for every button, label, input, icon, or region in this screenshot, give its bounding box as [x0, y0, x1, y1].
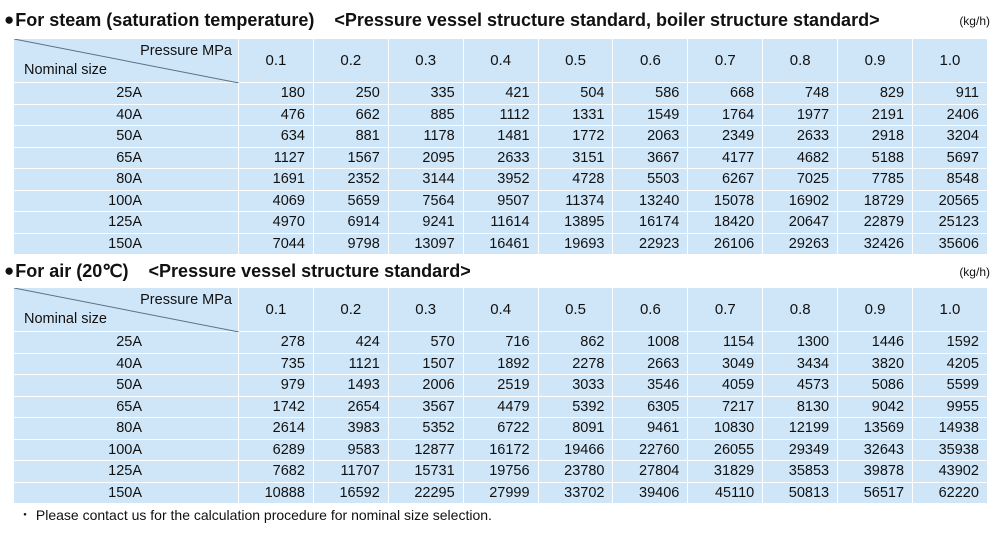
flow-value-cell: 6289	[239, 439, 314, 461]
flow-value-cell: 862	[538, 332, 613, 354]
flow-value-cell: 1892	[463, 353, 538, 375]
flow-value-cell: 634	[239, 126, 314, 148]
flow-value-cell: 748	[763, 83, 838, 105]
flow-value-cell: 3049	[688, 353, 763, 375]
pressure-header: Pressure MPa	[140, 43, 232, 59]
steam-title: For steam (saturation temperature)	[15, 9, 315, 30]
flow-value-cell: 9461	[613, 418, 688, 440]
flow-value-cell: 50813	[763, 482, 838, 504]
flow-value-cell: 476	[239, 104, 314, 126]
flow-value-cell: 4069	[239, 190, 314, 212]
pressure-column-header: 0.7	[688, 39, 763, 83]
flow-value-cell: 27999	[463, 482, 538, 504]
flow-value-cell: 1549	[613, 104, 688, 126]
flow-value-cell: 1481	[463, 126, 538, 148]
flow-value-cell: 22879	[838, 212, 913, 234]
table-row	[14, 212, 988, 234]
pressure-column-header: 0.1	[239, 288, 314, 332]
flow-value-cell: 5599	[913, 375, 988, 397]
flow-value-cell: 9507	[463, 190, 538, 212]
flow-value-cell: 3033	[538, 375, 613, 397]
nominal-size-header: Nominal size	[24, 62, 107, 78]
flow-value-cell: 4059	[688, 375, 763, 397]
pressure-header: Pressure MPa	[140, 292, 232, 308]
flow-value-cell: 12199	[763, 418, 838, 440]
air-header-row	[14, 288, 988, 332]
flow-value-cell: 3434	[763, 353, 838, 375]
flow-value-cell: 39878	[838, 461, 913, 483]
table-row	[14, 375, 988, 397]
pressure-column-header: 0.5	[538, 288, 613, 332]
flow-value-cell: 7025	[763, 169, 838, 191]
flow-value-cell: 881	[313, 126, 388, 148]
flow-value-cell: 19693	[538, 233, 613, 255]
corner-header	[14, 288, 239, 332]
nominal-size-cell: 40A	[14, 104, 239, 126]
flow-value-cell: 45110	[688, 482, 763, 504]
table-row	[14, 332, 988, 354]
flow-value-cell: 1592	[913, 332, 988, 354]
air-standard: <Pressure vessel structure standard>	[148, 260, 471, 281]
flow-value-cell: 13569	[838, 418, 913, 440]
bullet-icon: ●	[4, 261, 15, 280]
air-table	[13, 287, 988, 504]
flow-value-cell: 2918	[838, 126, 913, 148]
air-title: For air (20℃)	[15, 260, 129, 281]
flow-value-cell: 35938	[913, 439, 988, 461]
flow-value-cell: 6722	[463, 418, 538, 440]
flow-value-cell: 13240	[613, 190, 688, 212]
nominal-size-cell: 50A	[14, 126, 239, 148]
flow-value-cell: 7682	[239, 461, 314, 483]
flow-value-cell: 1127	[239, 147, 314, 169]
flow-value-cell: 4177	[688, 147, 763, 169]
flow-value-cell: 3151	[538, 147, 613, 169]
flow-value-cell: 2614	[239, 418, 314, 440]
table-row	[14, 461, 988, 483]
flow-value-cell: 335	[388, 83, 463, 105]
flow-value-cell: 3820	[838, 353, 913, 375]
flow-value-cell: 735	[239, 353, 314, 375]
flow-value-cell: 22923	[613, 233, 688, 255]
nominal-size-cell: 125A	[14, 461, 239, 483]
flow-value-cell: 1154	[688, 332, 763, 354]
flow-value-cell: 7785	[838, 169, 913, 191]
steam-standard: <Pressure vessel structure standard, boiler structure standard>	[334, 9, 880, 30]
flow-value-cell: 6267	[688, 169, 763, 191]
flow-value-cell: 1112	[463, 104, 538, 126]
nominal-size-cell: 125A	[14, 212, 239, 234]
flow-value-cell: 10888	[239, 482, 314, 504]
flow-value-cell: 1977	[763, 104, 838, 126]
flow-value-cell: 4205	[913, 353, 988, 375]
flow-value-cell: 278	[239, 332, 314, 354]
flow-value-cell: 5392	[538, 396, 613, 418]
flow-value-cell: 2663	[613, 353, 688, 375]
air-section-title	[4, 258, 471, 284]
nominal-size-cell: 150A	[14, 233, 239, 255]
flow-value-cell: 39406	[613, 482, 688, 504]
flow-value-cell: 11707	[313, 461, 388, 483]
flow-value-cell: 35853	[763, 461, 838, 483]
flow-value-cell: 5086	[838, 375, 913, 397]
flow-value-cell: 3204	[913, 126, 988, 148]
flow-value-cell: 13097	[388, 233, 463, 255]
flow-value-cell: 33702	[538, 482, 613, 504]
nominal-size-cell: 25A	[14, 83, 239, 105]
flow-value-cell: 424	[313, 332, 388, 354]
flow-value-cell: 26106	[688, 233, 763, 255]
nominal-size-cell: 50A	[14, 375, 239, 397]
flow-value-cell: 668	[688, 83, 763, 105]
flow-value-cell: 421	[463, 83, 538, 105]
flow-value-cell: 16461	[463, 233, 538, 255]
flow-value-cell: 20565	[913, 190, 988, 212]
flow-value-cell: 14938	[913, 418, 988, 440]
table-row	[14, 439, 988, 461]
flow-value-cell: 3546	[613, 375, 688, 397]
flow-value-cell: 5188	[838, 147, 913, 169]
flow-value-cell: 19466	[538, 439, 613, 461]
flow-value-cell: 2633	[463, 147, 538, 169]
flow-value-cell: 180	[239, 83, 314, 105]
bullet-icon: ●	[4, 10, 15, 29]
flow-value-cell: 18420	[688, 212, 763, 234]
flow-value-cell: 1507	[388, 353, 463, 375]
flow-value-cell: 16174	[613, 212, 688, 234]
flow-value-cell: 3144	[388, 169, 463, 191]
flow-value-cell: 2352	[313, 169, 388, 191]
flow-value-cell: 2095	[388, 147, 463, 169]
flow-value-cell: 1121	[313, 353, 388, 375]
pressure-column-header: 0.6	[613, 39, 688, 83]
air-unit: (kg/h)	[959, 265, 990, 279]
table-row	[14, 418, 988, 440]
flow-value-cell: 9241	[388, 212, 463, 234]
nominal-size-cell: 80A	[14, 418, 239, 440]
flow-value-cell: 2349	[688, 126, 763, 148]
footnote: ・ Please contact us for the calculation procedure for nominal size selection.	[18, 507, 492, 523]
flow-value-cell: 6305	[613, 396, 688, 418]
steam-unit: (kg/h)	[959, 14, 990, 28]
flow-value-cell: 5352	[388, 418, 463, 440]
flow-value-cell: 26055	[688, 439, 763, 461]
flow-value-cell: 31829	[688, 461, 763, 483]
table-row	[14, 190, 988, 212]
flow-value-cell: 2278	[538, 353, 613, 375]
pressure-column-header: 0.5	[538, 39, 613, 83]
flow-value-cell: 911	[913, 83, 988, 105]
flow-value-cell: 4970	[239, 212, 314, 234]
table-row	[14, 396, 988, 418]
flow-value-cell: 3983	[313, 418, 388, 440]
flow-value-cell: 29349	[763, 439, 838, 461]
flow-value-cell: 9583	[313, 439, 388, 461]
flow-value-cell: 62220	[913, 482, 988, 504]
table-row	[14, 233, 988, 255]
flow-value-cell: 1300	[763, 332, 838, 354]
flow-value-cell: 3567	[388, 396, 463, 418]
steam-header-row	[14, 39, 988, 83]
table-row	[14, 169, 988, 191]
nominal-size-cell: 80A	[14, 169, 239, 191]
pressure-column-header: 0.3	[388, 288, 463, 332]
flow-value-cell: 1567	[313, 147, 388, 169]
flow-value-cell: 18729	[838, 190, 913, 212]
flow-value-cell: 22760	[613, 439, 688, 461]
flow-value-cell: 9955	[913, 396, 988, 418]
flow-value-cell: 979	[239, 375, 314, 397]
nominal-size-cell: 25A	[14, 332, 239, 354]
flow-value-cell: 250	[313, 83, 388, 105]
pressure-column-header: 0.1	[239, 39, 314, 83]
flow-value-cell: 1446	[838, 332, 913, 354]
flow-value-cell: 7564	[388, 190, 463, 212]
flow-value-cell: 885	[388, 104, 463, 126]
table-row	[14, 147, 988, 169]
flow-value-cell: 4573	[763, 375, 838, 397]
table-row	[14, 482, 988, 504]
nominal-size-cell: 100A	[14, 190, 239, 212]
flow-value-cell: 2519	[463, 375, 538, 397]
flow-value-cell: 1742	[239, 396, 314, 418]
flow-value-cell: 10830	[688, 418, 763, 440]
flow-value-cell: 1178	[388, 126, 463, 148]
flow-value-cell: 13895	[538, 212, 613, 234]
flow-value-cell: 716	[463, 332, 538, 354]
pressure-column-header: 0.6	[613, 288, 688, 332]
flow-value-cell: 829	[838, 83, 913, 105]
flow-value-cell: 22295	[388, 482, 463, 504]
pressure-column-header: 0.3	[388, 39, 463, 83]
flow-value-cell: 16592	[313, 482, 388, 504]
flow-value-cell: 6914	[313, 212, 388, 234]
flow-value-cell: 5697	[913, 147, 988, 169]
flow-value-cell: 56517	[838, 482, 913, 504]
flow-value-cell: 8548	[913, 169, 988, 191]
flow-value-cell: 1008	[613, 332, 688, 354]
flow-value-cell: 5659	[313, 190, 388, 212]
flow-value-cell: 20647	[763, 212, 838, 234]
flow-value-cell: 25123	[913, 212, 988, 234]
flow-value-cell: 2654	[313, 396, 388, 418]
flow-value-cell: 2063	[613, 126, 688, 148]
nominal-size-header: Nominal size	[24, 311, 107, 327]
flow-value-cell: 3952	[463, 169, 538, 191]
flow-value-cell: 27804	[613, 461, 688, 483]
flow-value-cell: 16172	[463, 439, 538, 461]
pressure-column-header: 0.2	[313, 288, 388, 332]
flow-value-cell: 15078	[688, 190, 763, 212]
flow-value-cell: 662	[313, 104, 388, 126]
flow-value-cell: 4728	[538, 169, 613, 191]
flow-value-cell: 1331	[538, 104, 613, 126]
flow-value-cell: 1691	[239, 169, 314, 191]
pressure-column-header: 0.8	[763, 288, 838, 332]
flow-value-cell: 4682	[763, 147, 838, 169]
flow-value-cell: 7217	[688, 396, 763, 418]
flow-value-cell: 32643	[838, 439, 913, 461]
pressure-column-header: 0.4	[463, 39, 538, 83]
flow-value-cell: 16902	[763, 190, 838, 212]
flow-value-cell: 570	[388, 332, 463, 354]
nominal-size-cell: 150A	[14, 482, 239, 504]
nominal-size-cell: 100A	[14, 439, 239, 461]
pressure-column-header: 0.9	[838, 288, 913, 332]
nominal-size-cell: 40A	[14, 353, 239, 375]
table-row	[14, 104, 988, 126]
corner-header	[14, 39, 239, 83]
steam-section-title	[4, 7, 880, 33]
flow-value-cell: 4479	[463, 396, 538, 418]
flow-value-cell: 15731	[388, 461, 463, 483]
flow-value-cell: 11614	[463, 212, 538, 234]
flow-value-cell: 8130	[763, 396, 838, 418]
nominal-size-cell: 65A	[14, 396, 239, 418]
flow-value-cell: 12877	[388, 439, 463, 461]
pressure-column-header: 0.2	[313, 39, 388, 83]
pressure-column-header: 1.0	[913, 39, 988, 83]
table-row	[14, 353, 988, 375]
flow-value-cell: 11374	[538, 190, 613, 212]
pressure-column-header: 0.4	[463, 288, 538, 332]
flow-value-cell: 23780	[538, 461, 613, 483]
pressure-column-header: 0.9	[838, 39, 913, 83]
flow-value-cell: 9798	[313, 233, 388, 255]
flow-value-cell: 2006	[388, 375, 463, 397]
flow-value-cell: 5503	[613, 169, 688, 191]
pressure-column-header: 1.0	[913, 288, 988, 332]
flow-value-cell: 9042	[838, 396, 913, 418]
nominal-size-cell: 65A	[14, 147, 239, 169]
flow-value-cell: 32426	[838, 233, 913, 255]
flow-value-cell: 2406	[913, 104, 988, 126]
flow-value-cell: 3667	[613, 147, 688, 169]
table-row	[14, 126, 988, 148]
flow-value-cell: 7044	[239, 233, 314, 255]
flow-value-cell: 8091	[538, 418, 613, 440]
flow-value-cell: 2191	[838, 104, 913, 126]
flow-value-cell: 586	[613, 83, 688, 105]
flow-value-cell: 1764	[688, 104, 763, 126]
flow-value-cell: 1772	[538, 126, 613, 148]
table-row	[14, 83, 988, 105]
flow-value-cell: 29263	[763, 233, 838, 255]
flow-value-cell: 35606	[913, 233, 988, 255]
pressure-column-header: 0.7	[688, 288, 763, 332]
flow-value-cell: 43902	[913, 461, 988, 483]
flow-value-cell: 504	[538, 83, 613, 105]
flow-value-cell: 2633	[763, 126, 838, 148]
pressure-column-header: 0.8	[763, 39, 838, 83]
steam-table	[13, 38, 988, 255]
flow-value-cell: 19756	[463, 461, 538, 483]
flow-value-cell: 1493	[313, 375, 388, 397]
